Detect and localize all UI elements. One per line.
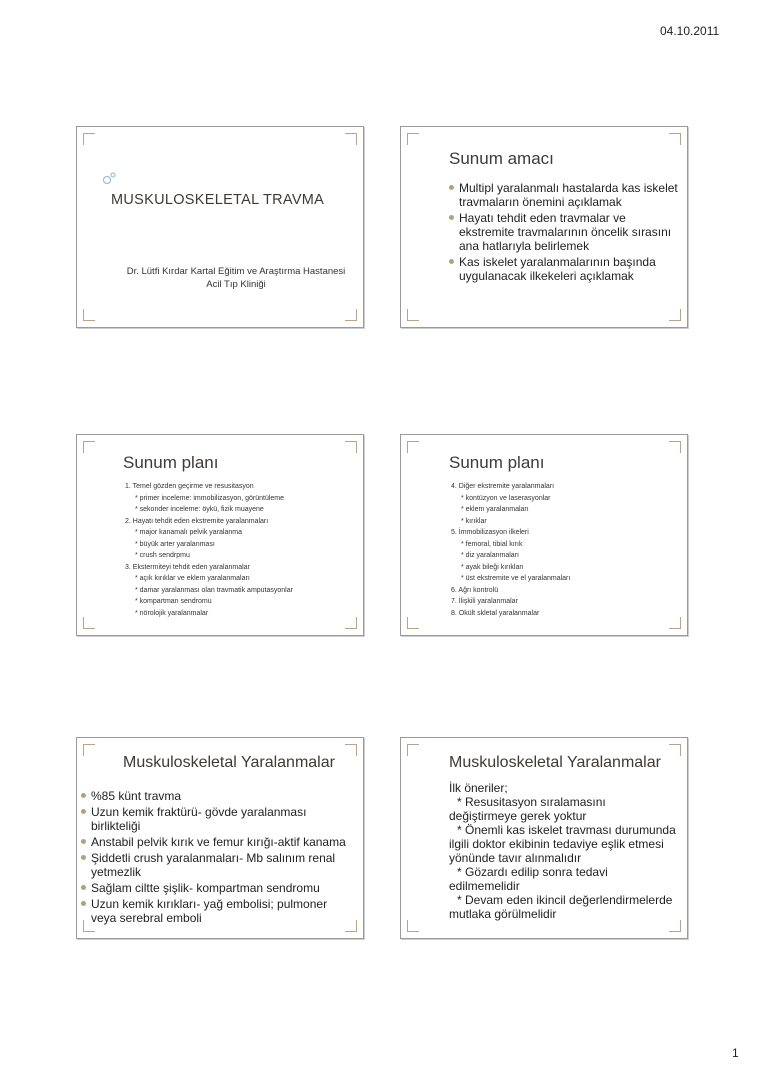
outline-line: * femoral, tibial kırık [461, 540, 523, 548]
outline-line: * eklem yaralanmaları [461, 506, 529, 513]
bullet-item: Anstabil pelvik kırık ve femur kırığı-aktif kanama [81, 835, 351, 849]
text-line: yönünde tavır alınmalıdır [449, 851, 582, 865]
corner-ornament [407, 309, 419, 321]
slide-6-text [449, 781, 676, 921]
slide-4-outline [451, 481, 570, 619]
outline-line: * kontüzyon ve laserasyonlar [461, 494, 551, 502]
slide-5-title: Muskuloskeletal Yaralanmalar [123, 754, 335, 771]
bullet-item: Uzun kemik fraktürü- gövde yaralanması birlikteliği [81, 805, 351, 833]
corner-ornament [669, 441, 681, 453]
text-line: * Gözardı edilip sonra tedavi [457, 865, 608, 879]
corner-ornament [669, 744, 681, 756]
outline-line: * üst ekstremite ve el yaralanmaları [461, 575, 571, 582]
corner-ornament [83, 617, 95, 629]
outline-line: * damar yaralanması olan travmatik amputasyonlar [135, 586, 293, 594]
outline-line: 3. Ekstermiteyi tehdit eden yaralanmalar [125, 563, 250, 571]
corner-ornament [407, 744, 419, 756]
corner-ornament [345, 617, 357, 629]
corner-ornament [83, 441, 95, 453]
corner-ornament [345, 309, 357, 321]
outline-line: * major kanamalı pelvik yaralanma [135, 529, 242, 536]
slide-3-title: Sunum planı [123, 453, 219, 472]
decorative-dots-icon [101, 171, 117, 187]
slide-5 [76, 737, 364, 939]
page-date: 04.10.2011 [660, 24, 720, 38]
outline-line: * crush sendrpmu [135, 552, 190, 559]
slide-6-title: Muskuloskeletal Yaralanmalar [449, 754, 661, 771]
bullet-item: Uzun kemik kırıkları- yağ embolisi; pulmoner veya serebral emboli [81, 897, 351, 925]
outline-line: * büyük arter yaralanması [135, 540, 215, 548]
slide-2 [400, 126, 688, 328]
outline-line: 5. İmmobilizasyon ilkeleri [451, 529, 529, 536]
outline-line: * kompartman sendromu [135, 598, 212, 605]
bullet-item: Multipl yaralanmalı hastalarda kas iskelet travmaların önemini açıklamak [449, 181, 679, 209]
corner-ornament [83, 133, 95, 145]
outline-line: 2. Hayatı tehdit eden ekstremite yaralanmaları [125, 517, 269, 525]
slide-4 [400, 434, 688, 636]
slide-3-outline [125, 481, 293, 619]
bullet-item: Kas iskelet yaralanmalarının başında uygulanacak ilkekeleri açıklamak [449, 255, 679, 283]
text-line: * Önemli kas iskelet travması durumunda [457, 823, 676, 837]
text-line: İlk öneriler; [449, 781, 508, 795]
slide-5-bullets [81, 789, 351, 927]
outline-line: * sekonder inceleme: öykü, fizik muayene [135, 506, 264, 513]
outline-line: * açık kırıklar ve eklem yaralanmaları [135, 575, 250, 582]
corner-ornament [407, 617, 419, 629]
corner-ornament [345, 133, 357, 145]
text-line: mutlaka görülmelidir [449, 907, 557, 921]
text-line: değiştirmeye gerek yoktur [449, 809, 587, 823]
outline-line: * kırıklar [461, 517, 487, 525]
corner-ornament [669, 617, 681, 629]
corner-ornament [407, 133, 419, 145]
outline-line: 7. İlişkili yaralanmalar [451, 598, 518, 605]
bullet-item: %85 künt travma [81, 789, 351, 803]
subtitle-line-2: Acil Tıp Kliniği [206, 279, 266, 290]
corner-ornament [83, 744, 95, 756]
slide-4-title: Sunum planı [449, 453, 545, 472]
slide-1-title: MUSKULOSKELETAL TRAVMA [111, 192, 325, 208]
corner-ornament [669, 309, 681, 321]
corner-ornament [83, 309, 95, 321]
text-line: edilmemelidir [449, 879, 520, 893]
outline-line: 1. Temel gözden geçirme ve resusitasyon [125, 483, 254, 490]
bullet-item: Sağlam ciltte şişlik- kompartman sendromu [81, 881, 351, 895]
text-line: * Resusitasyon sıralamasını [457, 795, 606, 809]
slide-2-bullets [449, 181, 679, 285]
corner-ornament [345, 441, 357, 453]
text-line: ilgili doktor ekibinin tedaviye eşlik etmesi [449, 837, 664, 851]
corner-ornament [669, 920, 681, 932]
slide-3 [76, 434, 364, 636]
outline-line: * primer inceleme: immobilizasyon, görüntüleme [135, 494, 285, 502]
corner-ornament [345, 744, 357, 756]
outline-line: 6. Ağrı kontrolü [451, 586, 499, 594]
slide-6 [400, 737, 688, 939]
bullet-item: Şiddetli crush yaralanmaları- Mb salınım renal yetmezlik [81, 851, 351, 879]
corner-ornament [407, 441, 419, 453]
subtitle-line-1: Dr. Lütfi Kırdar Kartal Eğitim ve Araştırma Hastanesi [126, 266, 346, 277]
page-number: 1 [732, 1046, 739, 1060]
bullet-item: Hayatı tehdit eden travmalar ve ekstremite travmalarının öncelik sırasını ana hatlarıyla belirlemek [449, 211, 679, 253]
corner-ornament [669, 133, 681, 145]
outline-line: * ayak bileği kırıkları [461, 563, 524, 571]
text-line: * Devam eden ikincil değerlendirmelerde [457, 893, 673, 907]
slide-1-subtitle [113, 265, 359, 291]
outline-line: 8. Okült skletal yaralanmalar [451, 609, 540, 617]
outline-line: * diz yaralanmaları [461, 552, 519, 559]
corner-ornament [407, 920, 419, 932]
outline-line: 4. Diğer ekstremite yaralanmaları [451, 483, 555, 490]
slide-2-title: Sunum amacı [449, 149, 554, 168]
outline-line: * nörolojik yaralanmalar [135, 609, 209, 617]
slide-1 [76, 126, 364, 328]
